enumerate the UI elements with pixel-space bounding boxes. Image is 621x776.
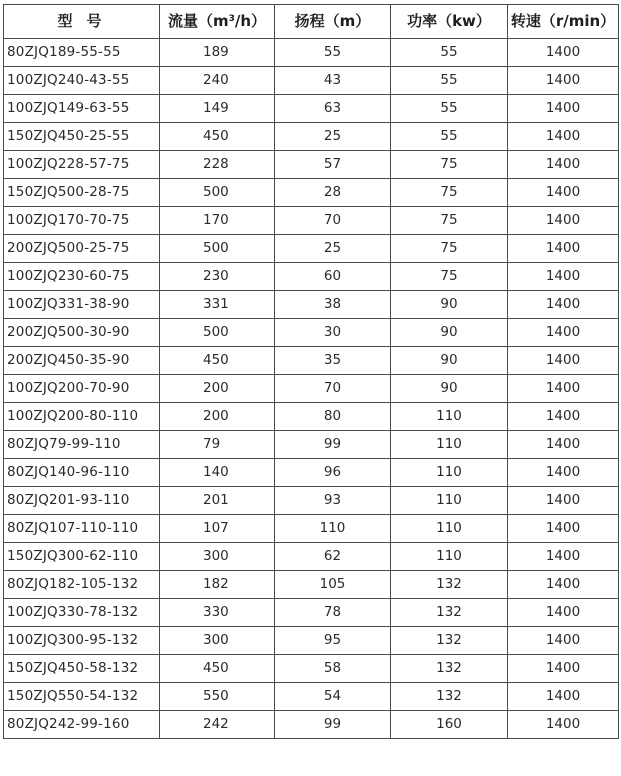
cell-power: 160: [391, 711, 508, 739]
table-row: [4, 571, 619, 599]
cell-head: 96: [275, 459, 391, 487]
cell-power: 110: [391, 543, 508, 571]
table-row: [4, 627, 619, 655]
cell-speed: 1400: [508, 515, 619, 543]
cell-speed: 1400: [508, 123, 619, 151]
header-flow-prefix: 流量（m: [167, 12, 229, 30]
header-flow-sup: 3: [228, 14, 235, 24]
table-row: [4, 263, 619, 291]
cell-power: 75: [391, 179, 508, 207]
cell-head: 55: [275, 39, 391, 67]
table-row: [4, 319, 619, 347]
cell-speed: 1400: [508, 151, 619, 179]
cell-model: 80ZJQ107-110-110: [4, 515, 160, 543]
table-row: [4, 683, 619, 711]
cell-model: 200ZJQ500-25-75: [4, 235, 160, 263]
cell-speed: 1400: [508, 235, 619, 263]
cell-model: 80ZJQ201-93-110: [4, 487, 160, 515]
cell-head: 78: [275, 599, 391, 627]
cell-head: 28: [275, 179, 391, 207]
cell-head: 54: [275, 683, 391, 711]
cell-speed: 1400: [508, 571, 619, 599]
cell-speed: 1400: [508, 431, 619, 459]
table-row: [4, 179, 619, 207]
cell-model: 150ZJQ500-28-75: [4, 179, 160, 207]
cell-head: 80: [275, 403, 391, 431]
cell-head: 62: [275, 543, 391, 571]
cell-power: 132: [391, 571, 508, 599]
cell-speed: 1400: [508, 711, 619, 739]
cell-model: 150ZJQ300-62-110: [4, 543, 160, 571]
cell-head: 38: [275, 291, 391, 319]
cell-head: 95: [275, 627, 391, 655]
cell-speed: 1400: [508, 543, 619, 571]
cell-head: 70: [275, 375, 391, 403]
cell-head: 99: [275, 431, 391, 459]
table-row: [4, 487, 619, 515]
cell-flow: 79: [160, 431, 275, 459]
pump-spec-table-container: [3, 4, 618, 739]
header-flow: [160, 5, 275, 39]
cell-head: 58: [275, 655, 391, 683]
cell-head: 105: [275, 571, 391, 599]
cell-speed: 1400: [508, 459, 619, 487]
cell-head: 25: [275, 235, 391, 263]
cell-model: 80ZJQ242-99-160: [4, 711, 160, 739]
cell-speed: 1400: [508, 207, 619, 235]
cell-head: 93: [275, 487, 391, 515]
cell-power: 55: [391, 39, 508, 67]
cell-speed: 1400: [508, 95, 619, 123]
cell-head: 35: [275, 347, 391, 375]
cell-model: 100ZJQ228-57-75: [4, 151, 160, 179]
cell-flow: 140: [160, 459, 275, 487]
cell-flow: 189: [160, 39, 275, 67]
cell-model: 100ZJQ149-63-55: [4, 95, 160, 123]
table-row: [4, 39, 619, 67]
cell-flow: 201: [160, 487, 275, 515]
table-row: [4, 431, 619, 459]
cell-flow: 170: [160, 207, 275, 235]
cell-speed: 1400: [508, 347, 619, 375]
cell-model: 100ZJQ200-70-90: [4, 375, 160, 403]
cell-model: 150ZJQ550-54-132: [4, 683, 160, 711]
table-row: [4, 291, 619, 319]
cell-power: 90: [391, 319, 508, 347]
cell-flow: 331: [160, 291, 275, 319]
cell-flow: 200: [160, 403, 275, 431]
cell-model: 100ZJQ200-80-110: [4, 403, 160, 431]
cell-model: 100ZJQ300-95-132: [4, 627, 160, 655]
cell-model: 80ZJQ189-55-55: [4, 39, 160, 67]
cell-head: 25: [275, 123, 391, 151]
cell-power: 132: [391, 627, 508, 655]
cell-power: 90: [391, 347, 508, 375]
cell-speed: 1400: [508, 375, 619, 403]
cell-speed: 1400: [508, 599, 619, 627]
cell-model: 100ZJQ170-70-75: [4, 207, 160, 235]
table-row: [4, 599, 619, 627]
table-row: [4, 207, 619, 235]
cell-flow: 300: [160, 627, 275, 655]
cell-power: 110: [391, 431, 508, 459]
cell-head: 110: [275, 515, 391, 543]
cell-head: 63: [275, 95, 391, 123]
table-body: [4, 39, 619, 739]
cell-flow: 330: [160, 599, 275, 627]
cell-power: 110: [391, 459, 508, 487]
cell-model: 100ZJQ230-60-75: [4, 263, 160, 291]
cell-flow: 107: [160, 515, 275, 543]
cell-model: 80ZJQ79-99-110: [4, 431, 160, 459]
table-row: [4, 655, 619, 683]
cell-speed: 1400: [508, 683, 619, 711]
header-power: 功率（kw）: [391, 5, 508, 39]
cell-flow: 200: [160, 375, 275, 403]
header-row: [4, 5, 619, 39]
cell-flow: 500: [160, 319, 275, 347]
cell-power: 110: [391, 403, 508, 431]
table-row: [4, 375, 619, 403]
table-row: [4, 347, 619, 375]
header-model: 型号: [4, 5, 160, 39]
cell-head: 30: [275, 319, 391, 347]
cell-head: 99: [275, 711, 391, 739]
cell-model: 100ZJQ330-78-132: [4, 599, 160, 627]
cell-flow: 149: [160, 95, 275, 123]
cell-speed: 1400: [508, 655, 619, 683]
cell-power: 132: [391, 683, 508, 711]
cell-speed: 1400: [508, 319, 619, 347]
cell-speed: 1400: [508, 627, 619, 655]
cell-speed: 1400: [508, 179, 619, 207]
table-row: [4, 95, 619, 123]
table-row: [4, 459, 619, 487]
cell-flow: 242: [160, 711, 275, 739]
cell-power: 55: [391, 95, 508, 123]
cell-power: 132: [391, 655, 508, 683]
table-row: [4, 403, 619, 431]
cell-power: 55: [391, 67, 508, 95]
cell-model: 200ZJQ450-35-90: [4, 347, 160, 375]
table-row: [4, 235, 619, 263]
cell-power: 75: [391, 151, 508, 179]
cell-power: 90: [391, 375, 508, 403]
cell-speed: 1400: [508, 263, 619, 291]
cell-model: 150ZJQ450-25-55: [4, 123, 160, 151]
cell-flow: 230: [160, 263, 275, 291]
cell-head: 57: [275, 151, 391, 179]
cell-power: 110: [391, 515, 508, 543]
cell-model: 100ZJQ331-38-90: [4, 291, 160, 319]
cell-flow: 500: [160, 235, 275, 263]
table-row: [4, 151, 619, 179]
cell-flow: 550: [160, 683, 275, 711]
cell-flow: 450: [160, 123, 275, 151]
cell-power: 110: [391, 487, 508, 515]
pump-spec-table: [3, 4, 619, 739]
table-row: [4, 123, 619, 151]
cell-power: 75: [391, 207, 508, 235]
table-row: [4, 515, 619, 543]
cell-power: 90: [391, 291, 508, 319]
cell-model: 100ZJQ240-43-55: [4, 67, 160, 95]
cell-speed: 1400: [508, 67, 619, 95]
table-row: [4, 67, 619, 95]
header-head: 扬程（m）: [275, 5, 391, 39]
cell-flow: 240: [160, 67, 275, 95]
cell-speed: 1400: [508, 403, 619, 431]
cell-flow: 450: [160, 347, 275, 375]
cell-model: 200ZJQ500-30-90: [4, 319, 160, 347]
cell-head: 60: [275, 263, 391, 291]
table-row: [4, 543, 619, 571]
cell-head: 70: [275, 207, 391, 235]
cell-head: 43: [275, 67, 391, 95]
header-speed: 转速（r/min）: [508, 5, 619, 39]
cell-power: 75: [391, 235, 508, 263]
cell-model: 80ZJQ140-96-110: [4, 459, 160, 487]
cell-model: 150ZJQ450-58-132: [4, 655, 160, 683]
cell-flow: 228: [160, 151, 275, 179]
table-header: [4, 5, 619, 39]
cell-speed: 1400: [508, 291, 619, 319]
header-flow-suffix: /h）: [234, 12, 267, 30]
cell-power: 55: [391, 123, 508, 151]
cell-flow: 450: [160, 655, 275, 683]
cell-flow: 300: [160, 543, 275, 571]
cell-speed: 1400: [508, 39, 619, 67]
cell-flow: 182: [160, 571, 275, 599]
cell-speed: 1400: [508, 487, 619, 515]
cell-power: 75: [391, 263, 508, 291]
table-row: [4, 711, 619, 739]
cell-flow: 500: [160, 179, 275, 207]
cell-model: 80ZJQ182-105-132: [4, 571, 160, 599]
cell-power: 132: [391, 599, 508, 627]
